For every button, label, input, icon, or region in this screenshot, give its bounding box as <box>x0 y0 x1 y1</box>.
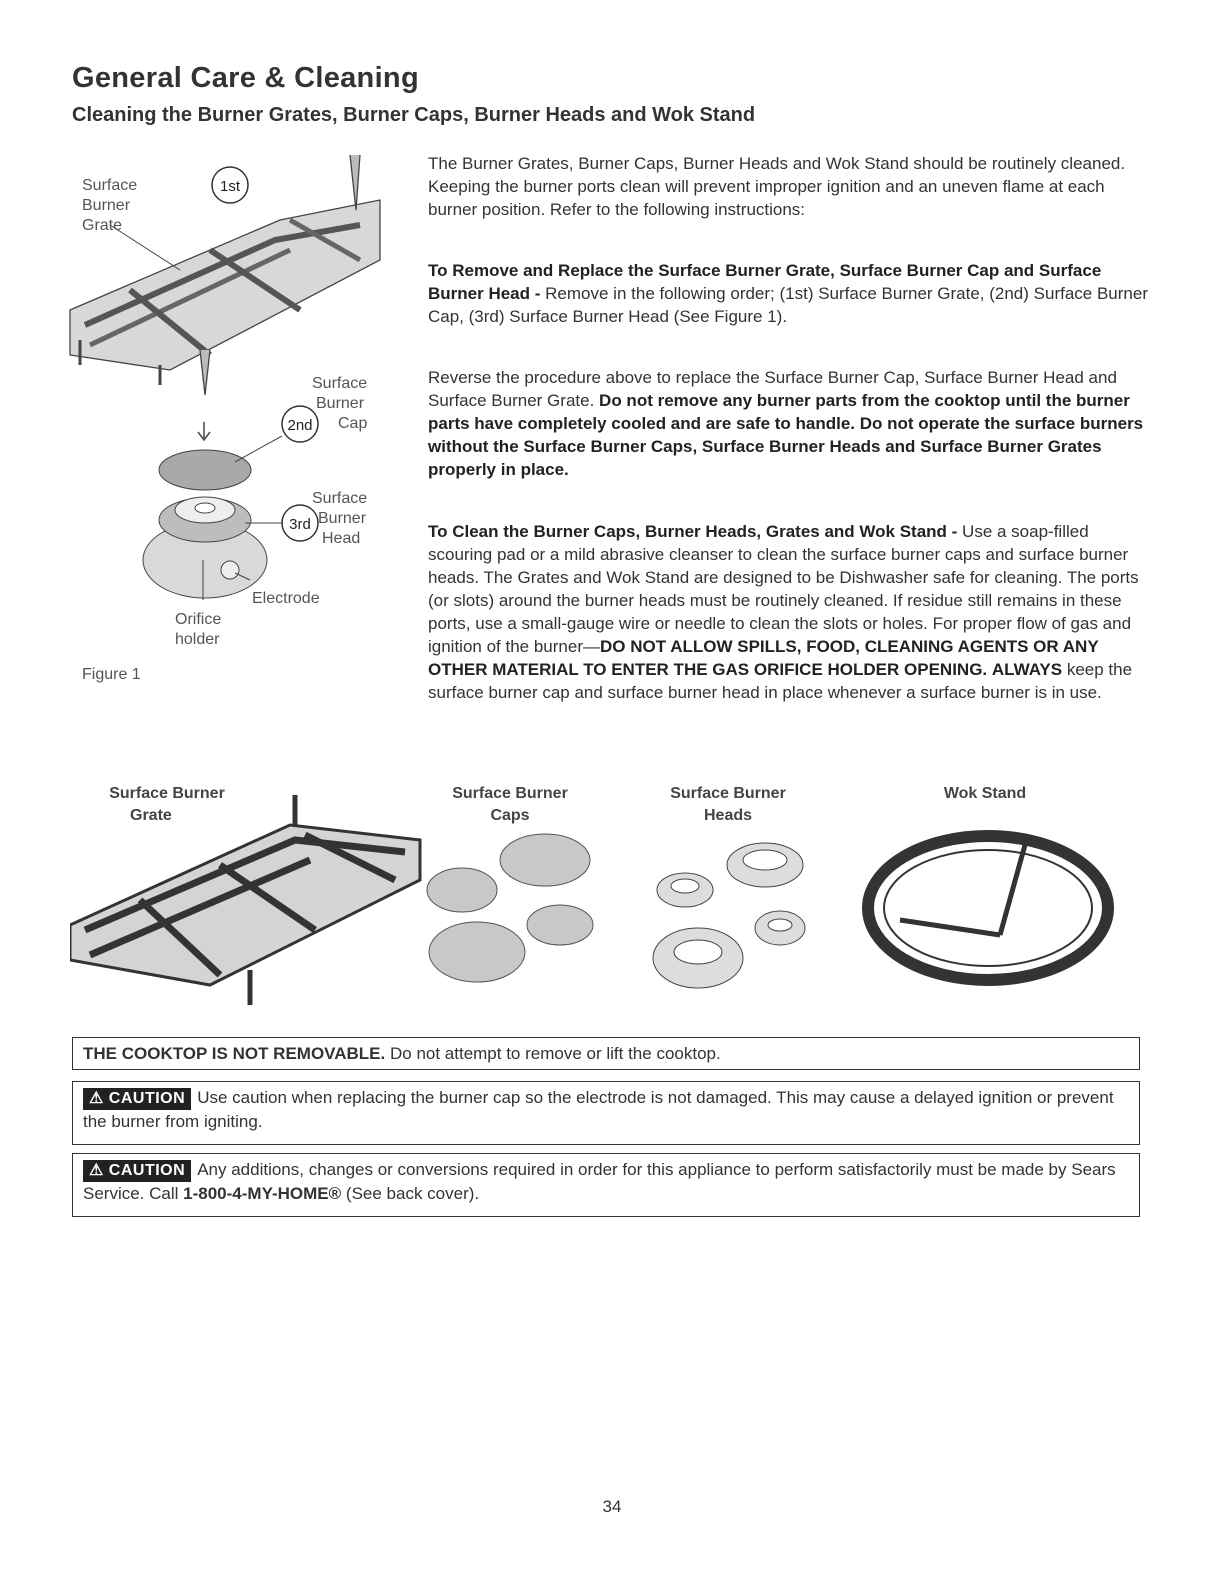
step-3rd: 3rd <box>289 516 311 533</box>
clean-always: ALWAYS <box>991 660 1063 679</box>
caps-part <box>427 834 593 982</box>
caution-badge: ⚠ CAUTION <box>83 1160 191 1182</box>
wok-part <box>868 836 1108 980</box>
remove-paragraph <box>428 259 1148 328</box>
service-phone: 1-800-4-MY-HOME® <box>183 1184 342 1203</box>
heads-part <box>653 843 805 988</box>
reverse-warning: Do not remove any burner parts from the cooktop until the burner parts have completely cooled and are safe to handle. Do not operate the surface burners without the Surface Burner Caps, Surface Burner Heads and Surface Burner Grates properly in place. <box>428 391 1144 479</box>
grate-part <box>70 795 420 1005</box>
step-2nd: 2nd <box>287 417 313 434</box>
page-number: 34 <box>602 1497 622 1516</box>
part-label-grate: Surface Burner Grate <box>109 785 225 824</box>
caution-box-2 <box>72 1153 1140 1217</box>
page-title: General Care & Cleaning <box>72 62 419 94</box>
figure-caption: Figure 1 <box>82 666 141 683</box>
head-illustration <box>143 497 267 598</box>
label-electrode: Electrode <box>252 590 320 607</box>
label-grate: Surface Burner Grate <box>82 177 138 234</box>
caution-2-tail: (See back cover). <box>345 1184 480 1203</box>
parts-illustration <box>70 780 1140 1010</box>
part-label-caps: Surface Burner Caps <box>452 785 568 824</box>
label-head: Surface Burner Head <box>312 490 368 547</box>
clean-tail: keep the surface burner cap and surface burner head in place whenever a surface burner is in use. <box>428 660 1133 702</box>
notice-not-removable <box>72 1037 1140 1070</box>
remove-text: Remove in the following order; (1st) Surface Burner Grate, (2nd) Surface Burner Cap, (3rd) Surface Burner Head (See Figure 1). <box>428 284 1148 326</box>
clean-text: Use a soap-filled scouring pad or a mild abrasive cleanser to clean the surface burner caps and surface burner heads. The Grates and Wok Stand are designed to be Dishwasher safe for cleaning. The ports (or slots) around the burner heads must be routinely cleaned. If residue still remains in these ports, use a small-gauge wire or needle to clean the slots or holes. For proper flow of gas and ignition of the burner— <box>428 522 1139 656</box>
reverse-paragraph <box>428 366 1148 481</box>
part-label-wok: Wok Stand <box>943 785 1027 802</box>
notice-not-removable-text: Do not attempt to remove or lift the cooktop. <box>389 1044 721 1063</box>
clean-paragraph <box>428 520 1148 704</box>
label-orifice: Orifice holder <box>175 611 222 648</box>
part-label-heads: Surface Burner Heads <box>670 785 786 824</box>
intro-paragraph: The Burner Grates, Burner Caps, Burner Heads and Wok Stand should be routinely cleaned. Keeping the burner ports clean will prevent improper ignition and an uneven flame at each burner position. Refer to the following instructions: <box>428 154 1126 219</box>
section-title: Cleaning the Burner Grates, Burner Caps, Burner Heads and Wok Stand <box>72 104 756 126</box>
caution-1-text: Use caution when replacing the burner cap so the electrode is not damaged. This may cause a delayed ignition or prevent the burner from igniting. <box>83 1088 1114 1131</box>
caution-badge: ⚠ CAUTION <box>83 1088 191 1110</box>
caution-box-1 <box>72 1081 1140 1145</box>
cap-illustration <box>159 450 251 490</box>
clean-heading: To Clean the Burner Caps, Burner Heads, Grates and Wok Stand - <box>428 522 958 541</box>
label-cap: Surface Burner Cap <box>312 375 368 432</box>
clean-warning: DO NOT ALLOW SPILLS, FOOD, CLEANING AGENTS OR ANY OTHER MATERIAL TO ENTER THE GAS ORIFICE HOLDER OPENING. <box>428 637 1099 679</box>
reverse-text: Reverse the procedure above to replace the Surface Burner Cap, Surface Burner Head and Surface Burner Grate. <box>428 368 1117 410</box>
remove-heading: To Remove and Replace the Surface Burner Grate, Surface Burner Cap and Surface Burner Head - <box>428 261 1102 303</box>
notice-not-removable-bold: THE COOKTOP IS NOT REMOVABLE. <box>83 1044 386 1063</box>
step-1st: 1st <box>219 178 241 195</box>
caution-2-text: Any additions, changes or conversions required in order for this appliance to perform satisfactorily must be made by Sears Service. Call <box>83 1160 1116 1203</box>
